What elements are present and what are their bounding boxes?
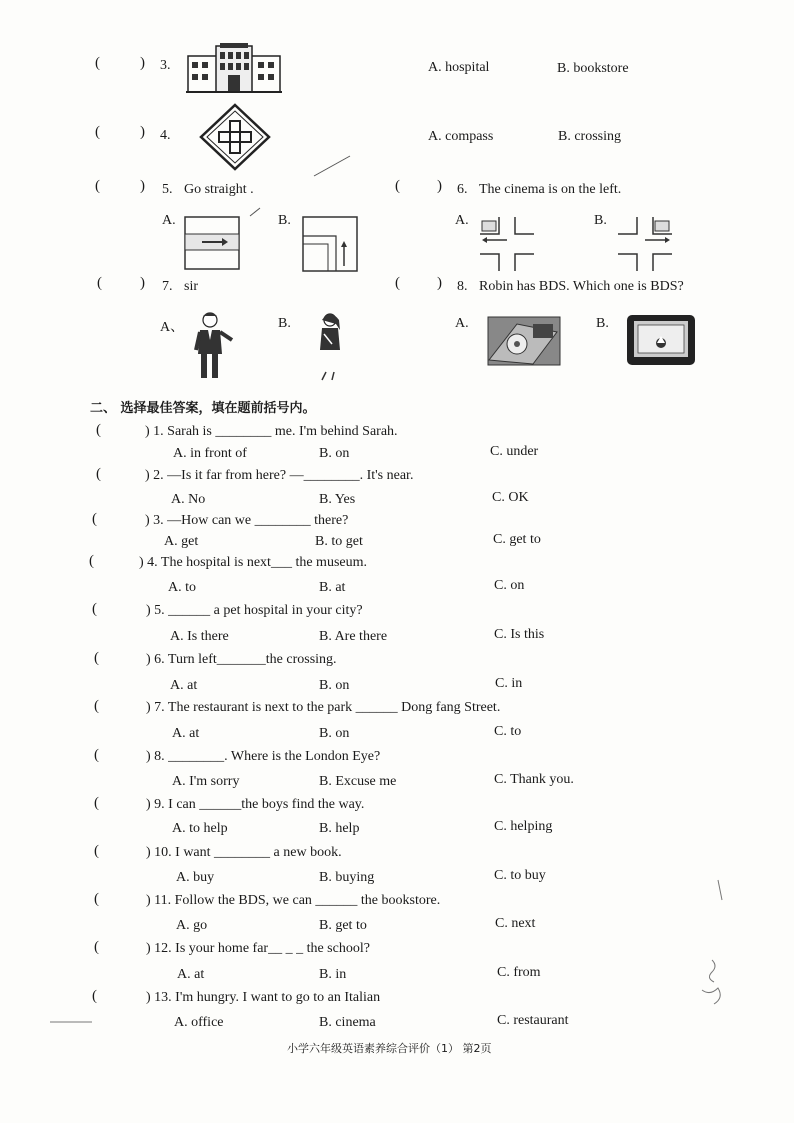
crossing-sign-icon: [199, 103, 271, 171]
option-a: A. at: [177, 967, 205, 982]
woman-icon: [312, 310, 348, 382]
option-b: B.: [278, 316, 291, 331]
option-b: B. crossing: [558, 129, 621, 144]
paren-open: (: [96, 466, 101, 482]
stray-mark: [48, 1018, 94, 1026]
option-b: B. at: [319, 580, 346, 595]
paren-open: (: [95, 55, 100, 71]
section-title: 二、 选择最佳答案，填在题前括号内。: [90, 401, 316, 416]
paren-open: (: [97, 275, 102, 291]
paren-open: (: [94, 795, 99, 811]
paren-open: (: [96, 422, 101, 438]
option-c: C. get to: [493, 532, 541, 547]
option-b: B.: [278, 213, 291, 228]
building-icon: [186, 42, 282, 94]
option-b: B. get to: [319, 918, 367, 933]
stray-mark: [312, 152, 352, 178]
question-stem: ) 9. I can ______the boys find the way.: [146, 797, 365, 812]
option-c: C. on: [494, 578, 525, 593]
option-a: A. in front of: [173, 446, 247, 461]
question-text: sir: [184, 279, 198, 294]
question-stem: ) 5. ______ a pet hospital in your city?: [146, 603, 363, 618]
option-a: A. No: [171, 492, 206, 507]
paren-close: ): [140, 178, 145, 194]
option-c: C. restaurant: [497, 1013, 569, 1028]
paren-open: (: [95, 124, 100, 140]
option-b: B. on: [319, 678, 350, 693]
option-a: A. get: [164, 534, 199, 549]
question-number: 7.: [162, 279, 173, 294]
question-text: Robin has BDS. Which one is BDS?: [479, 279, 684, 294]
option-c: C. Thank you.: [494, 772, 574, 787]
option-c: C. OK: [492, 490, 529, 505]
option-b: B. on: [319, 446, 350, 461]
paren-close: ): [140, 275, 145, 291]
road-turn-icon: [302, 216, 358, 272]
option-c: C. helping: [494, 819, 553, 834]
option-a: A. to help: [172, 821, 228, 836]
option-c: C. from: [497, 965, 541, 980]
paren-open: (: [95, 178, 100, 194]
navigator-device-icon: [626, 314, 696, 366]
paren-open: (: [94, 939, 99, 955]
option-a: A. at: [172, 726, 200, 741]
paren-open: (: [94, 747, 99, 763]
option-b: B.: [596, 316, 609, 331]
option-a: A. office: [174, 1015, 224, 1030]
paren-open: (: [94, 650, 99, 666]
crossroads-right-icon: [617, 216, 673, 272]
question-stem: ) 7. The restaurant is next to the park ______ Dong fang Street.: [146, 700, 501, 715]
paren-open: (: [92, 988, 97, 1004]
question-stem: ) 3. —How can we ________ there?: [145, 513, 349, 528]
option-b: B. to get: [315, 534, 363, 549]
paren-open: (: [94, 698, 99, 714]
road-straight-icon: [184, 216, 240, 270]
option-a: A. hospital: [428, 60, 490, 75]
paren-open: (: [395, 275, 400, 291]
option-c: C. to buy: [494, 868, 546, 883]
question-stem: ) 10. I want ________ a new book.: [146, 845, 342, 860]
option-a: A.: [162, 213, 176, 228]
stray-mark: [248, 206, 262, 218]
paren-open: (: [395, 178, 400, 194]
cd-player-icon: [487, 316, 561, 366]
question-number: 3.: [160, 58, 171, 73]
option-b: B. buying: [319, 870, 375, 885]
paren-close: ): [437, 178, 442, 194]
option-c: C. next: [495, 916, 536, 931]
question-number: 5.: [162, 182, 173, 197]
paren-close: ): [140, 124, 145, 140]
option-c: C. under: [490, 444, 539, 459]
option-c: C. Is this: [494, 627, 545, 642]
paren-open: (: [89, 553, 94, 569]
question-stem: ) 11. Follow the BDS, we can ______ the bookstore.: [146, 893, 441, 908]
option-a: A. at: [170, 678, 198, 693]
option-b: B.: [594, 213, 607, 228]
question-number: 8.: [457, 279, 468, 294]
option-a: A. Is there: [170, 629, 229, 644]
paren-open: (: [92, 511, 97, 527]
option-b: B. bookstore: [557, 61, 629, 76]
question-stem: ) 4. The hospital is next___ the museum.: [139, 555, 367, 570]
option-a: A. I'm sorry: [172, 774, 240, 789]
option-b: B. on: [319, 726, 350, 741]
paren-open: (: [94, 843, 99, 859]
question-stem: ) 12. Is your home far__ _ _ the school?: [146, 941, 370, 956]
crossroads-left-icon: [479, 216, 535, 272]
option-b: B. cinema: [319, 1015, 376, 1030]
paren-close: ): [437, 275, 442, 291]
paren-close: ): [140, 55, 145, 71]
option-c: C. to: [494, 724, 522, 739]
option-a: A、: [160, 320, 185, 335]
option-b: B. in: [319, 967, 347, 982]
question-text: The cinema is on the left.: [479, 182, 622, 197]
question-number: 6.: [457, 182, 468, 197]
question-stem: ) 6. Turn left_______the crossing.: [146, 652, 337, 667]
stray-mark: [688, 870, 738, 1020]
question-stem: ) 2. —Is it far from here? —________. It's near.: [145, 468, 414, 483]
question-stem: ) 13. I'm hungry. I want to go to an Italian: [146, 990, 381, 1005]
page-footer: 小学六年级英语素养综合评价（1） 第2页: [287, 1042, 492, 1055]
question-stem: ) 1. Sarah is ________ me. I'm behind Sarah.: [145, 424, 398, 439]
option-a: A.: [455, 213, 469, 228]
option-a: A. buy: [176, 870, 215, 885]
option-a: A. compass: [428, 129, 494, 144]
option-a: A. go: [176, 918, 208, 933]
option-b: B. Yes: [319, 492, 356, 507]
option-b: B. Are there: [319, 629, 388, 644]
question-text: Go straight .: [184, 182, 254, 197]
paren-open: (: [92, 601, 97, 617]
option-a: A.: [455, 316, 469, 331]
paren-open: (: [94, 891, 99, 907]
option-c: C. in: [495, 676, 523, 691]
option-b: B. help: [319, 821, 360, 836]
question-stem: ) 8. ________. Where is the London Eye?: [146, 749, 381, 764]
option-a: A. to: [168, 580, 196, 595]
question-number: 4.: [160, 128, 171, 143]
man-in-suit-icon: [192, 310, 234, 382]
option-b: B. Excuse me: [319, 774, 397, 789]
